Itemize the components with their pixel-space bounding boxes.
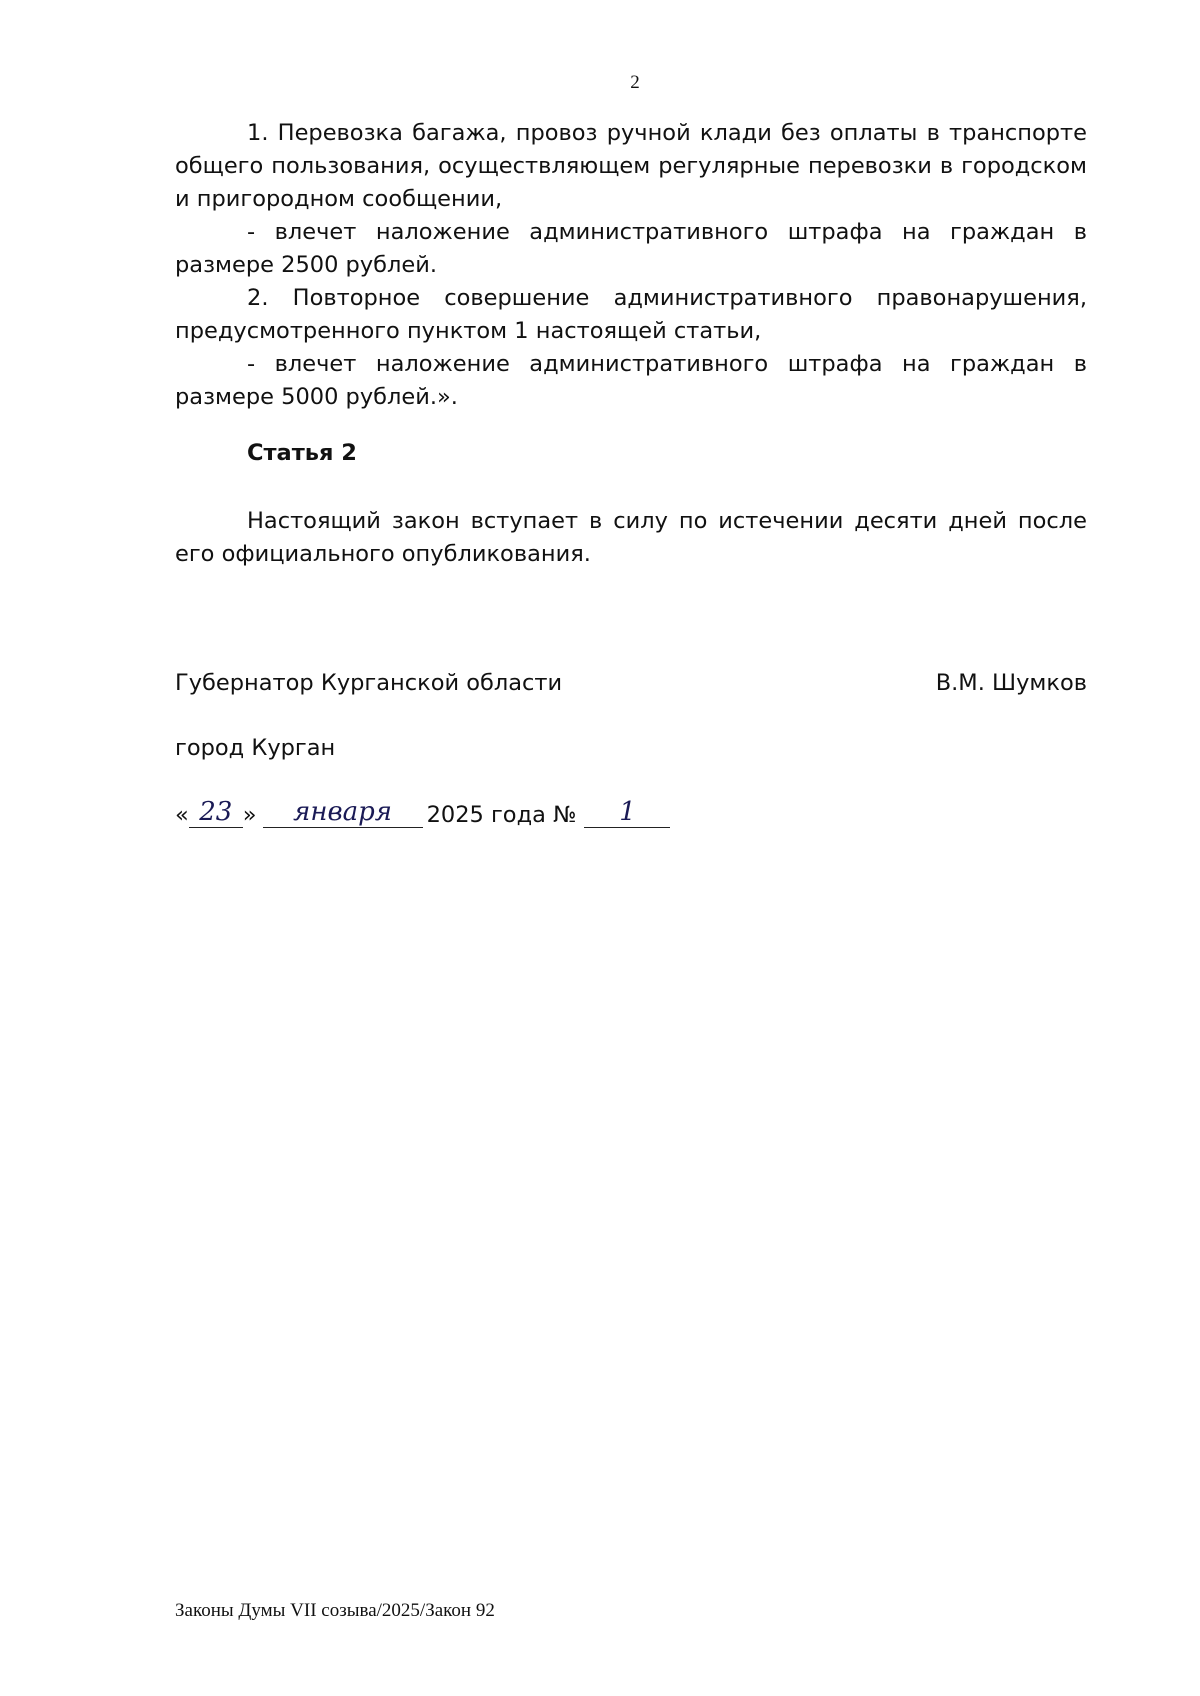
article-heading: Статья 2: [247, 440, 357, 466]
article-2-text-block: [175, 505, 1087, 571]
footer-reference: Законы Думы VII созыва/2025/Закон 92: [175, 1600, 495, 1621]
signer-name: В.М. Шумков: [935, 670, 1087, 696]
paragraph-1: 1. Перевозка багажа, провоз ручной клади без оплаты в транспорте общего пользования, осуществляющем регулярные перевозки в городском и пригородном сообщении,: [175, 120, 1087, 212]
paragraph-4: - влечет наложение административного штрафа на граждан в размере 5000 рублей.».: [175, 351, 1087, 410]
handwritten-day: 23: [189, 797, 243, 828]
date-line: [175, 797, 670, 828]
article-1-continuation: [175, 117, 1087, 414]
signature-block: [175, 670, 1087, 696]
handwritten-month: января: [263, 797, 423, 828]
open-quote: «: [175, 802, 189, 828]
year-text: 2025 года №: [426, 802, 577, 828]
city: город Курган: [175, 735, 336, 761]
paragraph-2: - влечет наложение административного штрафа на граждан в размере 2500 рублей.: [175, 219, 1087, 278]
article-2-text: Настоящий закон вступает в силу по истечении десяти дней после его официального опубликования.: [175, 508, 1087, 567]
handwritten-law-number: 1: [584, 797, 670, 828]
close-quote: »: [242, 802, 257, 828]
signer-title: Губернатор Курганской области: [175, 670, 563, 696]
paragraph-3: 2. Повторное совершение административного правонарушения, предусмотренного пунктом 1 настоящей статьи,: [175, 285, 1087, 344]
page-number: 2: [630, 72, 640, 93]
